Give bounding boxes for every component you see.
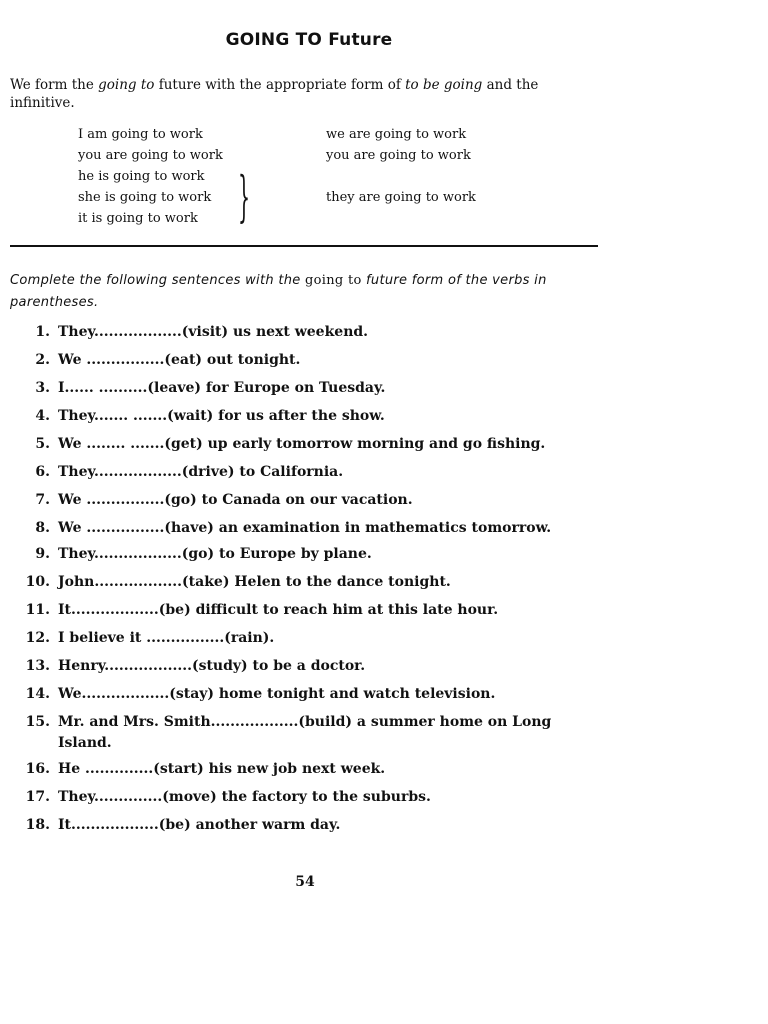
section-divider [10,245,598,247]
intro-term-to-be-going: to be going [405,77,483,93]
exercise-number: 10. [25,574,50,590]
exercise-sentence: John..................(take) Helen to the dance tonight. [58,574,451,590]
exercise-item [10,350,610,371]
conjugation-line: you are going to work [326,148,471,163]
exercise-sentence: I...... ..........(leave) for Europe on Tuesday. [58,380,386,396]
exercise-sentence: Mr. and Mrs. Smith..................(build) a summer home on Long Island. [58,714,552,751]
exercise-number: 16. [25,761,50,777]
exercise-item [10,684,610,705]
exercise-number: 8. [35,520,50,536]
exercise-number: 9. [35,546,50,562]
exercise-sentence: We ................(eat) out tonight. [58,352,301,368]
intro-term-going-to: going to [98,77,155,93]
exercise-item [10,322,610,343]
exercise-sentence: They..............(move) the factory to the suburbs. [58,789,431,805]
exercise-sentence: We..................(stay) home tonight and watch television. [58,686,496,702]
exercise-sentence: They....... .......(wait) for us after the show. [58,408,385,424]
conjugation-singular [78,124,223,229]
exercise-item [10,600,610,621]
exercise-number: 18. [25,817,50,833]
exercise-number: 14. [25,686,50,702]
instructions-term: going to [305,273,362,288]
instructions-text-1: Complete the following sentences with the [10,273,306,288]
instructions-text-2: future form of the verbs in parentheses. [10,273,547,310]
exercise-sentence: They..................(drive) to California. [58,464,344,480]
page-number: 54 [295,874,315,890]
exercise-number: 11. [25,602,50,618]
exercise-number: 3. [35,380,50,396]
exercise-number: 17. [25,789,50,805]
exercise-sentence: He ..............(start) his new job next week. [58,761,386,777]
conjugation-line: he is going to work [78,169,205,184]
exercise-sentence: We ................(have) an examination in mathematics tomorrow. [58,520,552,536]
exercise-item [10,378,610,399]
exercise-sentence: It..................(be) another warm day. [58,817,341,833]
exercise-sentence: We ........ .......(get) up early tomorrow morning and go fishing. [58,436,546,452]
exercise-item [10,434,610,455]
conjugation-line: you are going to work [78,148,223,163]
exercise-number: 5. [35,436,50,452]
exercise-number: 6. [35,464,50,480]
instructions [10,270,602,314]
exercise-item [10,656,610,677]
spacer [326,166,476,187]
exercise-item [10,759,610,780]
exercise-item [10,572,610,593]
exercise-sentence: They..................(visit) us next weekend. [58,324,369,340]
exercise-item [10,815,610,836]
exercise-item [10,787,610,808]
exercise-item [10,462,610,483]
brace-icon: } [238,165,251,228]
conjugation-line: she is going to work [78,190,212,205]
exercise-number: 1. [35,324,50,340]
intro-text-1: We form the [10,77,99,93]
conjugation-line: it is going to work [78,211,198,226]
exercise-number: 4. [35,408,50,424]
exercise-number: 7. [35,492,50,508]
exercise-item [10,628,610,649]
exercise-list [10,322,610,843]
exercise-number: 15. [25,714,50,730]
exercise-number: 2. [35,352,50,368]
exercise-sentence: They..................(go) to Europe by plane. [58,546,372,562]
intro-paragraph [10,76,602,112]
exercise-item [10,712,610,754]
exercise-item [10,490,610,511]
conjugation-line: they are going to work [326,190,476,205]
conjugation-line: I am going to work [78,127,203,142]
intro-text-2: future with the appropriate form of [154,77,406,93]
exercise-number: 13. [25,658,50,674]
exercise-item [10,406,610,427]
conjugation-line: we are going to work [326,127,467,142]
conjugation-plural [326,124,476,208]
exercise-item [10,518,610,539]
page-title: GOING TO Future [225,30,393,50]
exercise-number: 12. [25,630,50,646]
exercise-sentence: Henry..................(study) to be a doctor. [58,658,366,674]
exercise-sentence: It..................(be) difficult to reach him at this late hour. [58,602,499,618]
exercise-sentence: We ................(go) to Canada on our vacation. [58,492,413,508]
exercise-item [10,544,610,565]
intro-text-3: and the infinitive. [10,77,539,111]
exercise-sentence: I believe it ................(rain). [58,630,275,646]
